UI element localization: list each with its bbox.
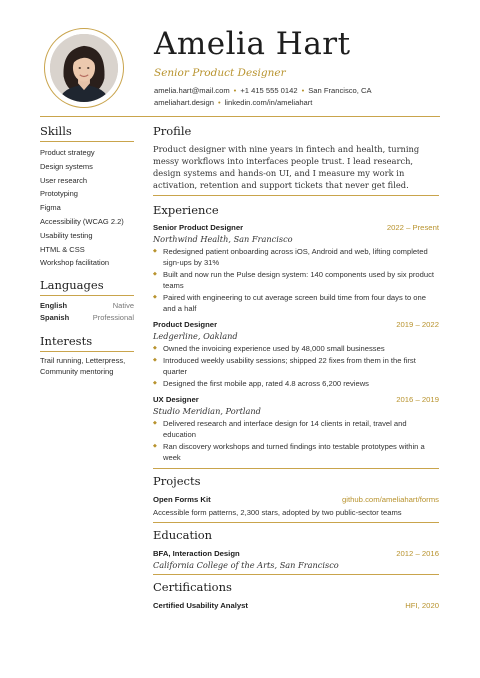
separator-dot: •: [233, 86, 237, 95]
linkedin-link[interactable]: linkedin.com/in/ameliahart: [224, 98, 313, 107]
job-dates: 2019 – 2022: [396, 320, 439, 330]
profile-text: Product designer with nine years in fintech and health, turning messy workflows into interfaces people trust. I lead research, design systems and hands-on UI, and I measure my work in activation, retention and support tickets that never get filed.: [153, 144, 420, 190]
sidebar: [40, 124, 134, 377]
job-company: Studio Meridian, Portland: [153, 406, 261, 417]
language-level: Professional: [92, 313, 134, 323]
skills-heading: Skills: [40, 124, 134, 142]
skill-item: User research: [40, 175, 88, 185]
certifications-heading: Certifications: [153, 579, 232, 594]
project-description: Accessible form patterns, 2,300 stars, adopted by two public-sector teams: [153, 507, 402, 517]
certification-name: Certified Usability Analyst: [153, 600, 248, 610]
profile-photo: [50, 34, 118, 102]
separator-dot: •: [301, 86, 305, 95]
bullet-item: ◆ Introduced weekly usability sessions; shipped 22 fixes from them in the first quarter: [153, 355, 439, 378]
language-name: English: [40, 301, 68, 311]
education-dates: 2012 – 2016: [396, 548, 439, 558]
project-header: [153, 494, 439, 505]
bullet-item: ◆ Built and now run the Pulse design system: 140 components used by six product teams: [153, 269, 439, 292]
job-header: [153, 394, 439, 405]
school: California College of the Arts, San Francisco: [153, 559, 339, 570]
profile-photo-frame: [44, 28, 124, 108]
skill-item: Workshop facilitation: [40, 258, 110, 268]
job-dates: 2022 – Present: [386, 223, 439, 232]
candidate-name: Amelia Hart: [154, 26, 351, 62]
email[interactable]: amelia.hart@mail.com: [154, 86, 230, 95]
job-company: Ledgerline, Oakland: [153, 331, 238, 342]
portrait-image: [50, 34, 118, 102]
job-header: [153, 222, 439, 233]
interests-heading: Interests: [40, 334, 134, 352]
certification-issuer: HFI, 2020: [405, 600, 439, 610]
job-entry: [153, 222, 439, 314]
header-divider: [40, 116, 440, 117]
bullet-item: ◆ Delivered research and interface design for 14 clients in retail, travel and education: [153, 418, 439, 441]
job-role: Senior Product Designer: [153, 223, 244, 232]
job-role: Product Designer: [153, 320, 218, 330]
section-divider: [153, 195, 439, 196]
bullet-item: ◆ Ran discovery workshops and turned findings into testable prototypes within a week: [153, 441, 439, 464]
contact-line-1: [154, 86, 372, 95]
skill-item: Design systems: [40, 161, 93, 171]
section-divider: [153, 574, 439, 575]
certification-header: [153, 600, 439, 611]
job-bullets: [153, 343, 439, 389]
job-company: Northwind Health, San Francisco: [153, 234, 293, 244]
education-heading: Education: [153, 527, 213, 542]
skill-item: Product strategy: [40, 148, 95, 157]
job-header: [153, 319, 439, 330]
language-row: [40, 300, 134, 312]
education-header: [153, 548, 439, 559]
language-row: [40, 312, 134, 324]
job-entry: [153, 394, 439, 464]
job-bullets: [153, 418, 439, 464]
website-link[interactable]: ameliahart.design: [154, 98, 214, 107]
profile-heading: Profile: [153, 124, 192, 138]
skill-item: Prototyping: [40, 189, 78, 199]
skill-item: Usability testing: [40, 230, 93, 240]
separator-dot: •: [217, 98, 221, 107]
skill-item: Figma: [40, 203, 61, 213]
contact-line-2: [154, 98, 312, 107]
job-role: UX Designer: [153, 395, 199, 405]
job-bullets: [153, 246, 439, 314]
skill-item: Accessibility (WCAG 2.2): [40, 216, 124, 226]
interests-text: Trail running, Letterpress, Community mentoring: [40, 356, 126, 376]
bullet-item: ◆ Owned the invoicing experience used by 48,000 small businesses: [153, 343, 439, 354]
candidate-title: Senior Product Designer: [154, 67, 286, 79]
language-name: Spanish: [40, 313, 70, 323]
bullet-item: ◆ Redesigned patient onboarding across iOS, Android and web, lifting completed sign-ups by 31%: [153, 246, 439, 269]
skill-item: HTML & CSS: [40, 244, 85, 254]
degree: BFA, Interaction Design: [153, 548, 240, 558]
phone[interactable]: +1 415 555 0142: [240, 86, 298, 95]
main-column: [153, 124, 439, 611]
language-level: Native: [112, 301, 134, 311]
section-divider: [153, 468, 439, 469]
skills-list: [40, 146, 134, 270]
experience-heading: Experience: [153, 203, 219, 217]
bullet-item: ◆ Designed the first mobile app, rated 4.8 across 6,200 reviews: [153, 378, 439, 389]
job-entry: [153, 319, 439, 389]
bullet-item: ◆ Paired with engineering to cut average screen build time from four days to one and a half: [153, 292, 439, 315]
projects-heading: Projects: [153, 473, 201, 488]
languages-heading: Languages: [40, 278, 134, 296]
project-name: Open Forms Kit: [153, 494, 211, 504]
project-link[interactable]: github.com/ameliahart/forms: [342, 494, 439, 504]
location: San Francisco, CA: [308, 86, 372, 95]
section-divider: [153, 522, 439, 523]
job-dates: 2016 – 2019: [396, 395, 439, 405]
